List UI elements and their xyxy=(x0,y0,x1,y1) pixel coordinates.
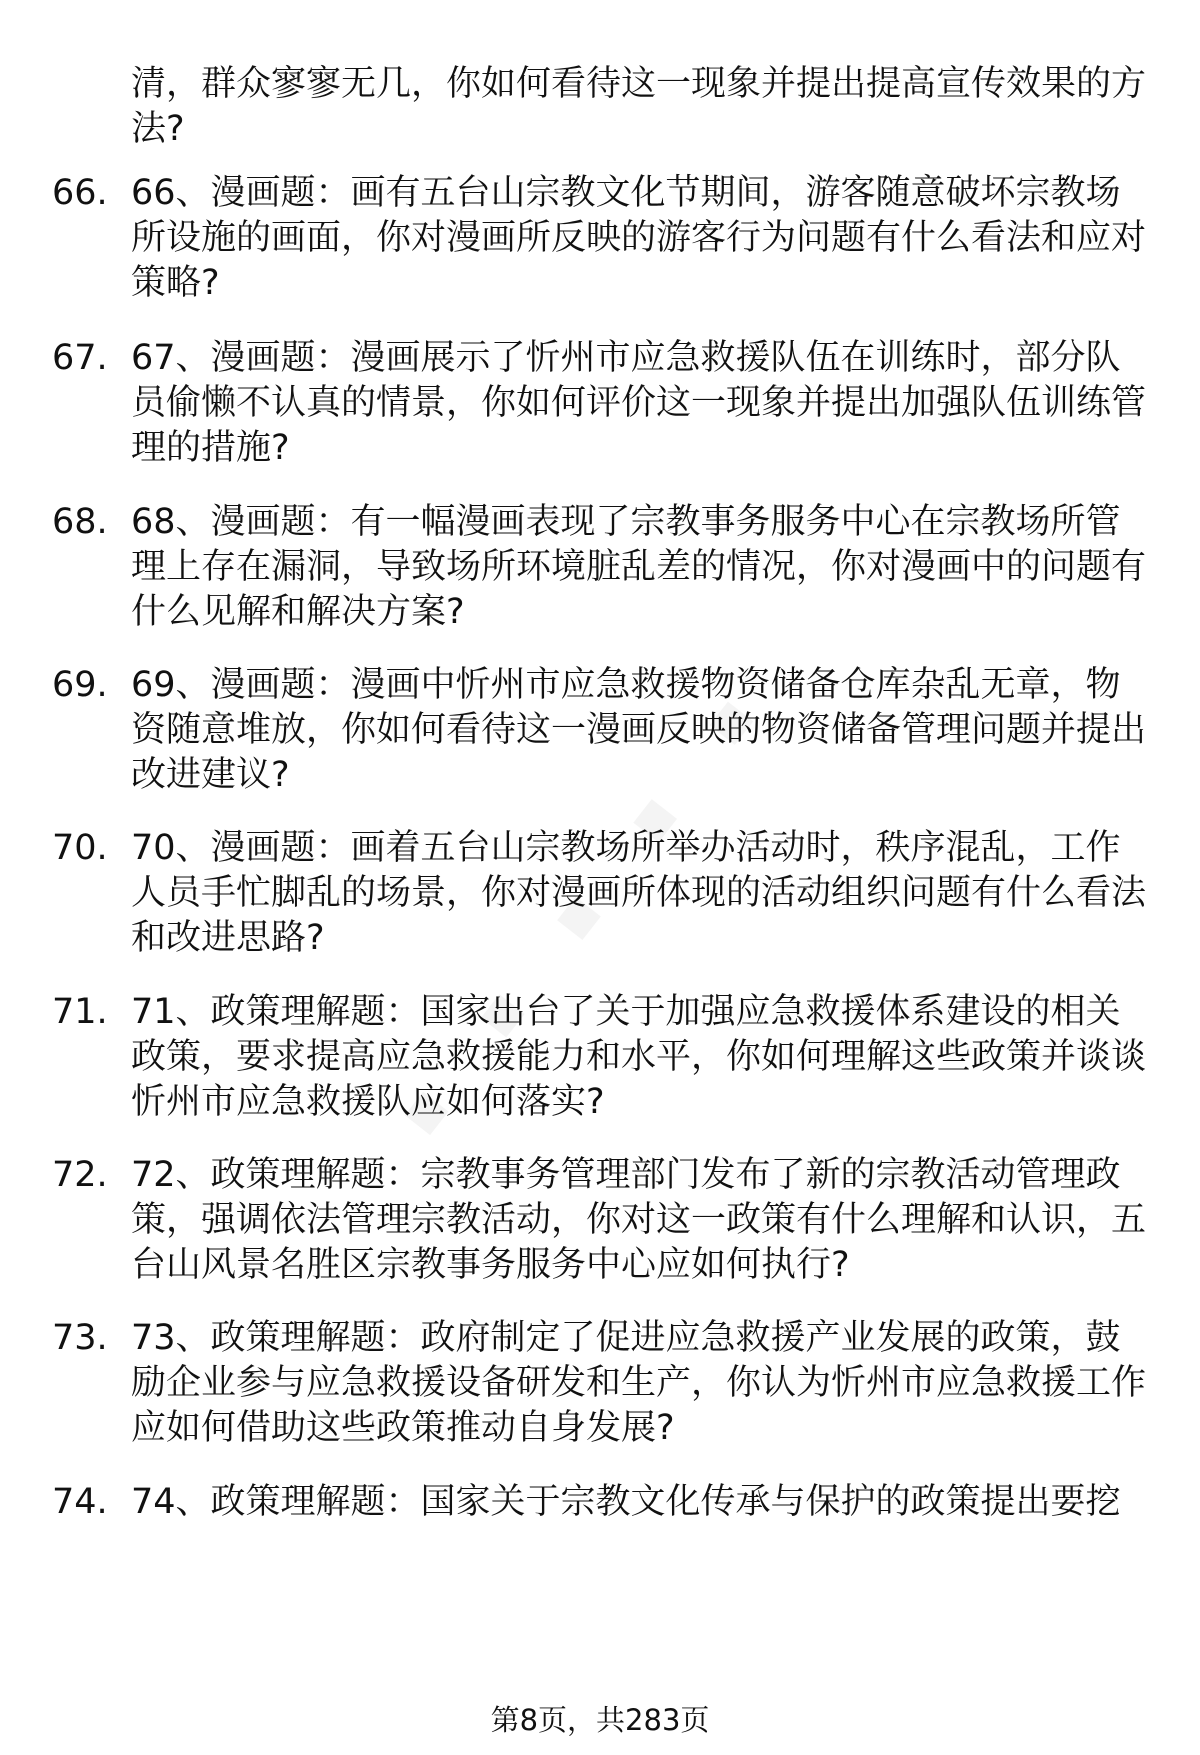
item-number: 69. xyxy=(52,665,108,705)
item-text: 67、漫画题：漫画展示了忻州市应急救援队伍在训练时，部分队员偷懒不认真的情景，你如何评价这一现象并提出加强队伍训练管理的措施? xyxy=(131,338,1147,468)
item-text: 71、政策理解题：国家出台了关于加强应急救援体系建设的相关政策，要求提高应急救援能力和水平，你如何理解这些政策并谈谈忻州市应急救援队应如何落实? xyxy=(131,992,1147,1122)
item-text: 69、漫画题：漫画中忻州市应急救援物资储备仓库杂乱无章，物资随意堆放，你如何看待这一漫画反映的物资储备管理问题并提出改进建议? xyxy=(131,665,1147,795)
item-text: 72、政策理解题：宗教事务管理部门发布了新的宗教活动管理政策，强调依法管理宗教活动，你对这一政策有什么理解和认识，五台山风景名胜区宗教事务服务中心应如何执行? xyxy=(131,1155,1147,1285)
item-number: 66. xyxy=(52,173,108,213)
item-number: 68. xyxy=(52,502,108,542)
page-footer: 第8页，共283页 xyxy=(490,1703,710,1737)
item-text: 68、漫画题：有一幅漫画表现了宗教事务服务中心在宗教场所管理上存在漏洞，导致场所环境脏乱差的情况，你对漫画中的问题有什么见解和解决方案? xyxy=(131,502,1147,632)
item-text: 73、政策理解题：政府制定了促进应急救援产业发展的政策，鼓励企业参与应急救援设备研发和生产，你认为忻州市应急救援工作应如何借助这些政策推动自身发展? xyxy=(131,1318,1147,1448)
item-text: 74、政策理解题：国家关于宗教文化传承与保护的政策提出要挖 xyxy=(131,1482,1121,1522)
item-text: 70、漫画题：画着五台山宗教场所举办活动时，秩序混乱，工作人员手忙脚乱的场景，你对漫画所体现的活动组织问题有什么看法和改进思路? xyxy=(131,828,1147,958)
item-text: 66、漫画题：画有五台山宗教文化节期间，游客随意破坏宗教场所设施的画面，你对漫画所反映的游客行为问题有什么看法和应对策略? xyxy=(131,173,1147,303)
item-number: 74. xyxy=(52,1482,108,1522)
item-number: 73. xyxy=(52,1318,108,1358)
item-number: 71. xyxy=(52,992,108,1032)
item-number: 70. xyxy=(52,828,108,868)
continuation-paragraph: 清，群众寥寥无几，你如何看待这一现象并提出提高宣传效果的方法? xyxy=(131,64,1147,149)
item-number: 72. xyxy=(52,1155,108,1195)
item-number: 67. xyxy=(52,338,108,378)
